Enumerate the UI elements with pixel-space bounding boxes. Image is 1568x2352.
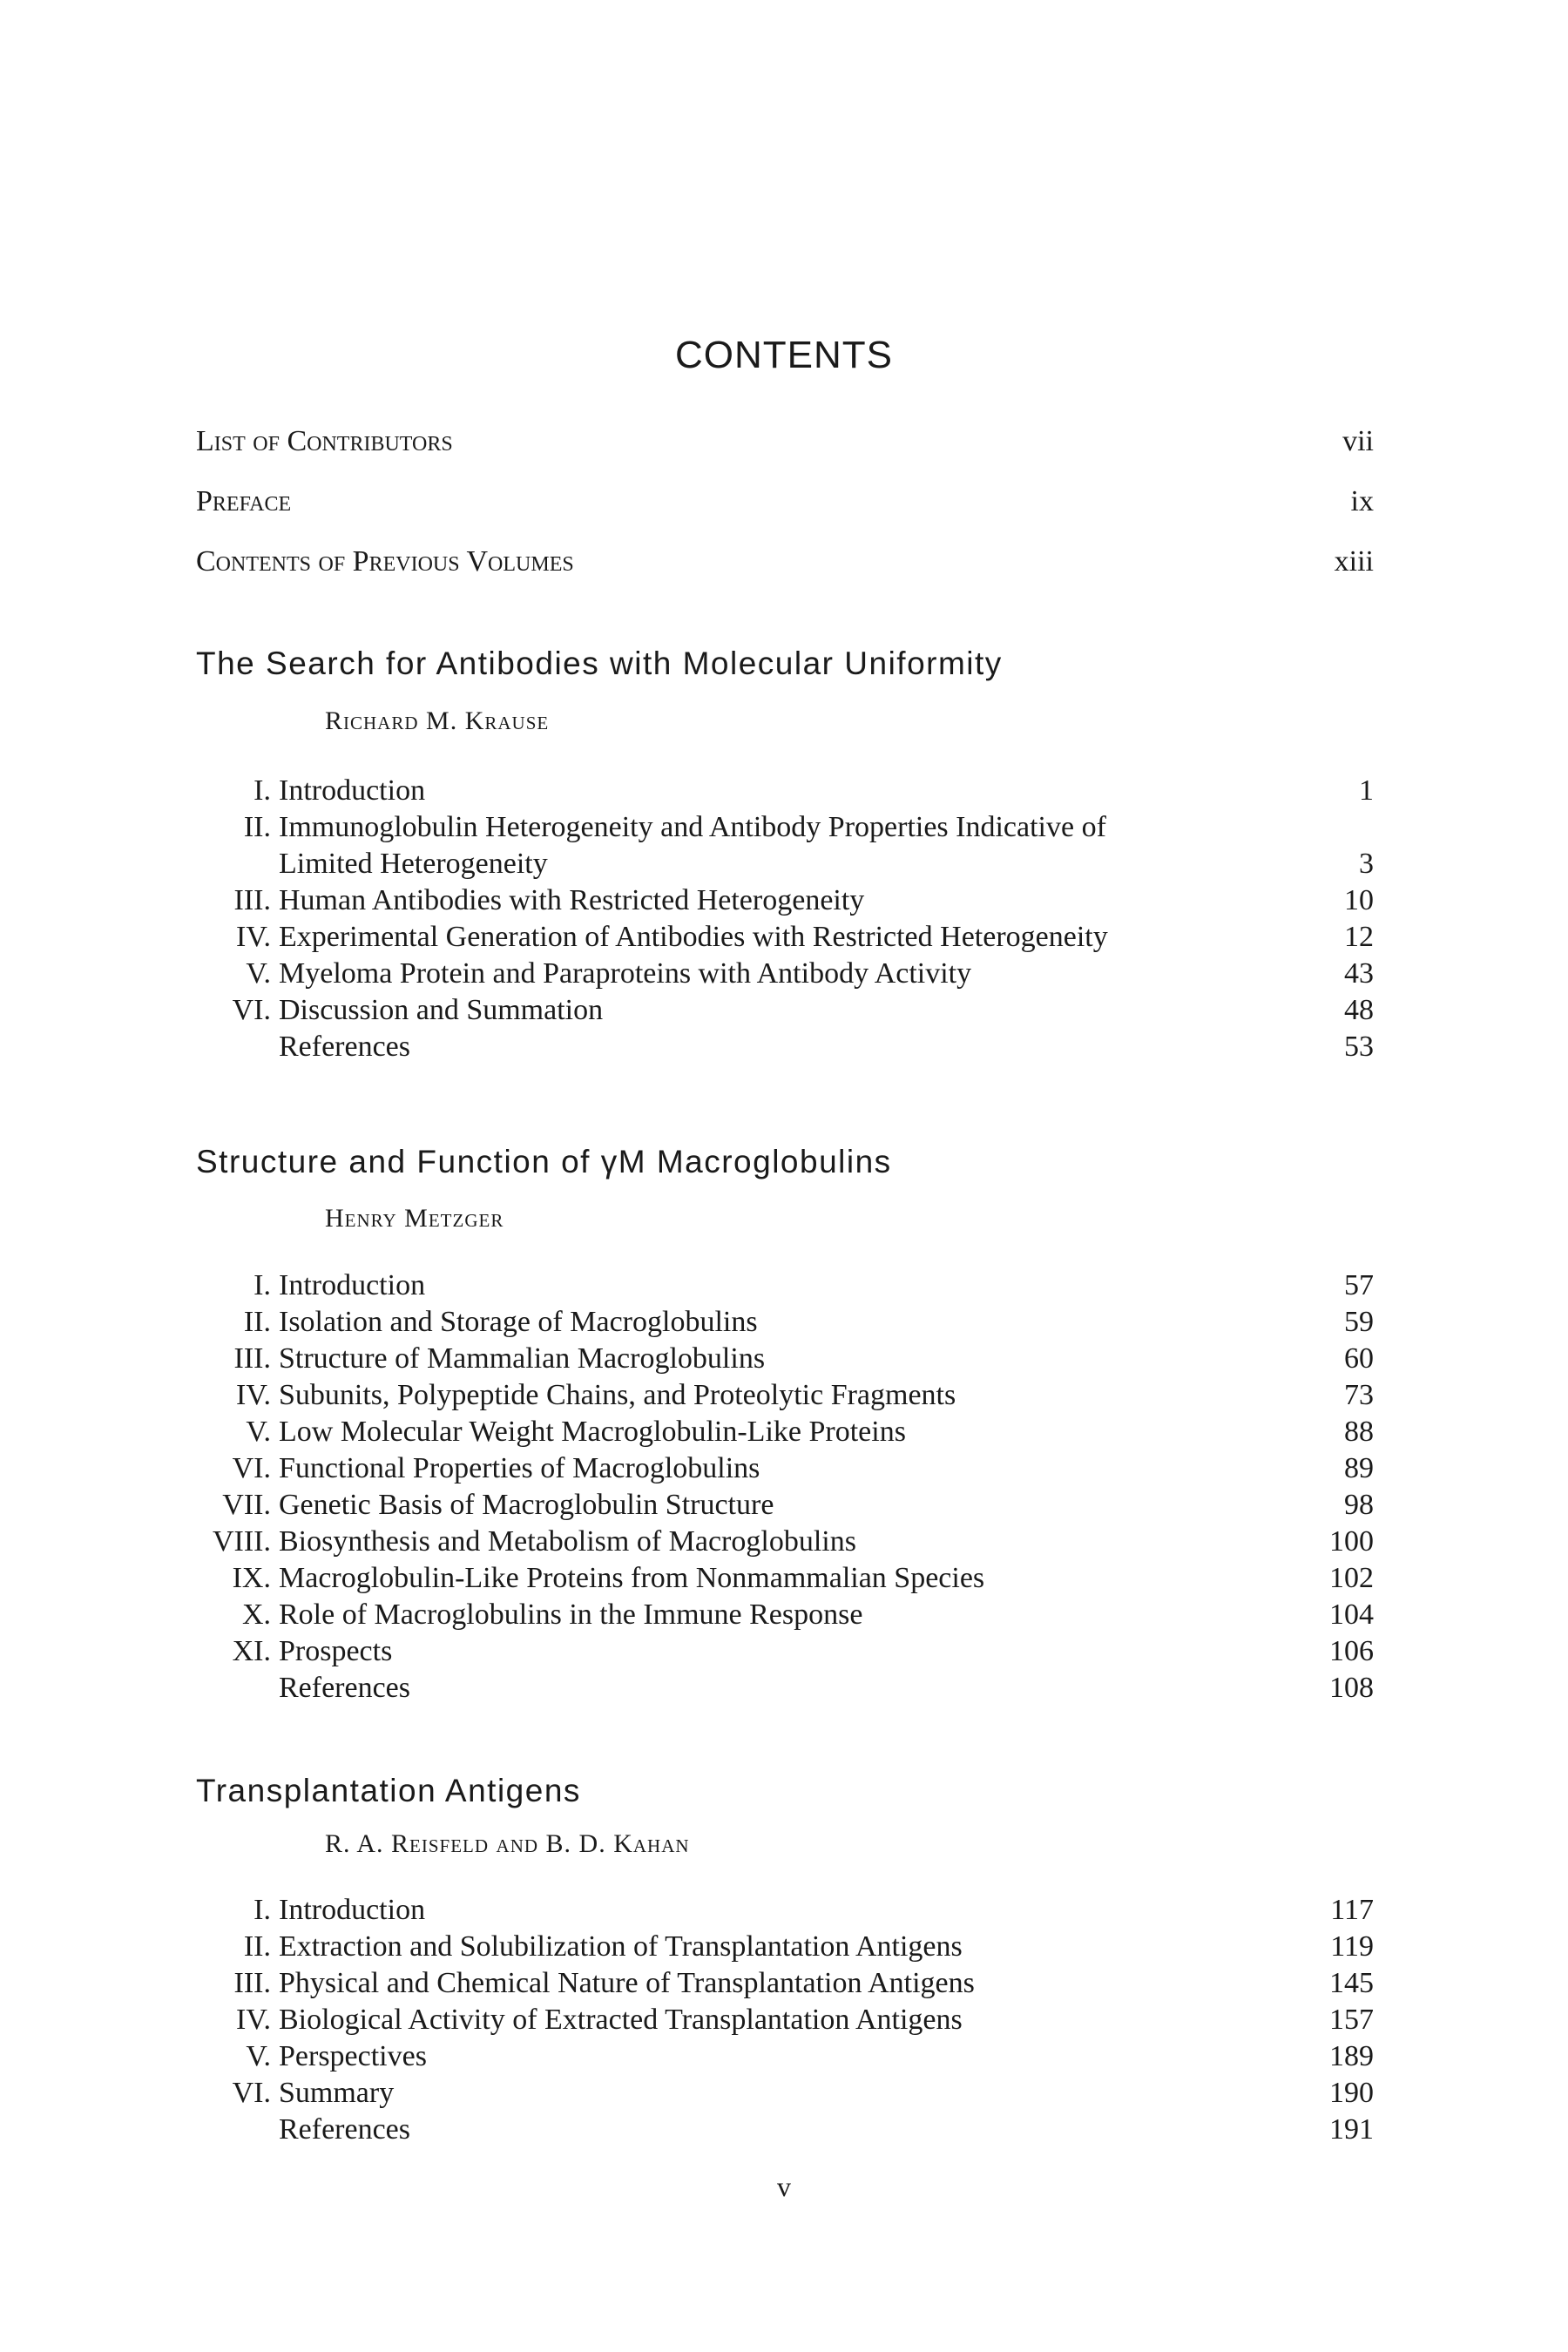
toc-page: 1 bbox=[1359, 774, 1374, 807]
section-number: I. bbox=[253, 774, 271, 807]
toc-entry[interactable] bbox=[196, 956, 1374, 992]
chapter-title[interactable]: Structure and Function of γM Macroglobulins bbox=[196, 1144, 892, 1179]
toc-entry[interactable] bbox=[196, 2002, 1374, 2038]
section-title-continuation: Limited Heterogeneity bbox=[279, 846, 560, 882]
toc-page: 43 bbox=[1344, 957, 1374, 990]
toc-entry[interactable] bbox=[196, 992, 1374, 1029]
section-title: Perspectives bbox=[279, 2038, 439, 2075]
toc-page: 59 bbox=[1344, 1306, 1374, 1338]
toc-page: 73 bbox=[1344, 1379, 1374, 1411]
toc-entry[interactable] bbox=[196, 1450, 1374, 1487]
toc-page: 189 bbox=[1329, 2040, 1374, 2072]
section-number: V. bbox=[246, 2040, 271, 2072]
toc-front-preface[interactable] bbox=[196, 483, 1374, 520]
toc-page: 104 bbox=[1329, 1598, 1374, 1631]
section-number: I. bbox=[253, 1269, 271, 1301]
section-title: Experimental Generation of Antibodies with Restricted Heterogeneity bbox=[279, 919, 1120, 956]
section-title: Genetic Basis of Macroglobulin Structure bbox=[279, 1487, 786, 1524]
toc-entry[interactable] bbox=[196, 809, 1374, 846]
section-number: VII. bbox=[222, 1489, 271, 1521]
toc-page: 10 bbox=[1344, 884, 1374, 916]
toc-entry[interactable] bbox=[196, 1524, 1374, 1560]
section-number: II. bbox=[243, 1306, 271, 1338]
section-title: Immunoglobulin Heterogeneity and Antibody Properties Indicative of bbox=[279, 809, 1119, 846]
section-title: References bbox=[279, 1029, 422, 1065]
toc-entry[interactable] bbox=[196, 1267, 1374, 1304]
chapter-title[interactable]: The Search for Antibodies with Molecular Uniformity bbox=[196, 645, 1003, 681]
section-number: V. bbox=[246, 1416, 271, 1448]
section-title: Low Molecular Weight Macroglobulin-Like Proteins bbox=[279, 1414, 918, 1450]
page-number: v bbox=[777, 2171, 791, 2202]
toc-page: 12 bbox=[1344, 921, 1374, 953]
toc-entry[interactable] bbox=[196, 1304, 1374, 1341]
toc-page: 108 bbox=[1329, 1672, 1374, 1704]
section-number: VIII. bbox=[212, 1525, 271, 1558]
section-title: Biological Activity of Extracted Transplantation Antigens bbox=[279, 2002, 975, 2038]
section-number: VI. bbox=[232, 2077, 271, 2109]
toc-entry[interactable] bbox=[196, 1414, 1374, 1450]
section-number: IV. bbox=[236, 921, 271, 953]
toc-page: 102 bbox=[1329, 1562, 1374, 1594]
toc-entry[interactable] bbox=[196, 1341, 1374, 1377]
toc-page: 119 bbox=[1330, 1930, 1374, 1963]
toc-page: 117 bbox=[1330, 1894, 1374, 1926]
section-number: VI. bbox=[232, 1452, 271, 1484]
section-title: Role of Macroglobulins in the Immune Response bbox=[279, 1597, 875, 1633]
toc-entry[interactable] bbox=[196, 1560, 1374, 1597]
toc-page: vii bbox=[1342, 425, 1374, 457]
toc-entry[interactable] bbox=[196, 1487, 1374, 1524]
section-title: Introduction bbox=[279, 773, 437, 809]
section-number: III. bbox=[233, 884, 271, 916]
toc-entry[interactable] bbox=[196, 919, 1374, 956]
toc-page: 57 bbox=[1344, 1269, 1374, 1301]
section-title: Human Antibodies with Restricted Heterogeneity bbox=[279, 882, 876, 919]
toc-page: 106 bbox=[1329, 1635, 1374, 1667]
toc-page: 190 bbox=[1329, 2077, 1374, 2109]
toc-entry[interactable] bbox=[196, 2075, 1374, 2112]
toc-page: 88 bbox=[1344, 1416, 1374, 1448]
toc-entry[interactable] bbox=[196, 1029, 1374, 1065]
chapter-title[interactable]: Transplantation Antigens bbox=[196, 1773, 581, 1808]
toc-entry[interactable] bbox=[196, 773, 1374, 809]
toc-page: 145 bbox=[1329, 1967, 1374, 1999]
chapter-author: R. A. Reisfeld and B. D. Kahan bbox=[325, 1829, 690, 1858]
toc-entry[interactable] bbox=[196, 1929, 1374, 1965]
toc-entry[interactable] bbox=[196, 1670, 1374, 1707]
section-title: Structure of Mammalian Macroglobulins bbox=[279, 1341, 777, 1377]
section-title: Myeloma Protein and Paraproteins with Antibody Activity bbox=[279, 956, 983, 992]
section-number: II. bbox=[243, 1930, 271, 1963]
toc-page: ix bbox=[1350, 485, 1374, 517]
section-title: References bbox=[279, 1670, 422, 1707]
section-number: V. bbox=[246, 957, 271, 990]
toc-page: xiii bbox=[1334, 545, 1374, 578]
toc-label: Contents of Previous Volumes bbox=[196, 544, 586, 580]
toc-entry[interactable] bbox=[196, 2038, 1374, 2075]
section-number: XI. bbox=[232, 1635, 271, 1667]
toc-label: Preface bbox=[196, 483, 303, 520]
toc-entry[interactable] bbox=[196, 1377, 1374, 1414]
section-number: II. bbox=[243, 811, 271, 843]
toc-front-previous-volumes[interactable] bbox=[196, 544, 1374, 580]
toc-front-contributors[interactable] bbox=[196, 423, 1374, 460]
section-title: Biosynthesis and Metabolism of Macroglobulins bbox=[279, 1524, 868, 1560]
toc-page: 157 bbox=[1329, 2004, 1374, 2036]
section-title: Subunits, Polypeptide Chains, and Proteolytic Fragments bbox=[279, 1377, 968, 1414]
page-title: CONTENTS bbox=[675, 334, 893, 376]
section-title: Discussion and Summation bbox=[279, 992, 615, 1029]
section-title: Extraction and Solubilization of Transplantation Antigens bbox=[279, 1929, 975, 1965]
toc-entry[interactable] bbox=[196, 1633, 1374, 1670]
toc-entry[interactable] bbox=[196, 1965, 1374, 2002]
section-number: III. bbox=[233, 1342, 271, 1375]
toc-entry[interactable] bbox=[196, 1597, 1374, 1633]
toc-page: 60 bbox=[1344, 1342, 1374, 1375]
toc-page: 98 bbox=[1344, 1489, 1374, 1521]
section-number: X. bbox=[241, 1598, 271, 1631]
section-number: IV. bbox=[236, 1379, 271, 1411]
section-title: Physical and Chemical Nature of Transplantation Antigens bbox=[279, 1965, 987, 2002]
section-title: Macroglobulin-Like Proteins from Nonmammalian Species bbox=[279, 1560, 997, 1597]
section-number: IX. bbox=[232, 1562, 271, 1594]
section-number: III. bbox=[233, 1967, 271, 1999]
chapter-author: Henry Metzger bbox=[325, 1204, 504, 1233]
section-title: Summary bbox=[279, 2075, 406, 2112]
section-title: Introduction bbox=[279, 1892, 437, 1929]
toc-page: 100 bbox=[1329, 1525, 1374, 1558]
chapter-author: Richard M. Krause bbox=[325, 706, 550, 735]
section-number: VI. bbox=[232, 994, 271, 1026]
section-number: I. bbox=[253, 1894, 271, 1926]
toc-entry[interactable] bbox=[196, 1892, 1374, 1929]
section-title: Isolation and Storage of Macroglobulins bbox=[279, 1304, 770, 1341]
toc-page: 53 bbox=[1344, 1031, 1374, 1063]
toc-page: 89 bbox=[1344, 1452, 1374, 1484]
section-title: References bbox=[279, 2112, 422, 2148]
toc-entry[interactable] bbox=[196, 2112, 1374, 2148]
toc-page: 48 bbox=[1344, 994, 1374, 1026]
toc-entry[interactable] bbox=[196, 882, 1374, 919]
section-title: Introduction bbox=[279, 1267, 437, 1304]
toc-page: 191 bbox=[1329, 2113, 1374, 2146]
toc-page: 3 bbox=[1359, 848, 1374, 880]
toc-entry-continuation[interactable] bbox=[279, 846, 1374, 882]
section-title: Prospects bbox=[279, 1633, 404, 1670]
section-title: Functional Properties of Macroglobulins bbox=[279, 1450, 772, 1487]
section-number: IV. bbox=[236, 2004, 271, 2036]
toc-label: List of Contributors bbox=[196, 423, 465, 460]
